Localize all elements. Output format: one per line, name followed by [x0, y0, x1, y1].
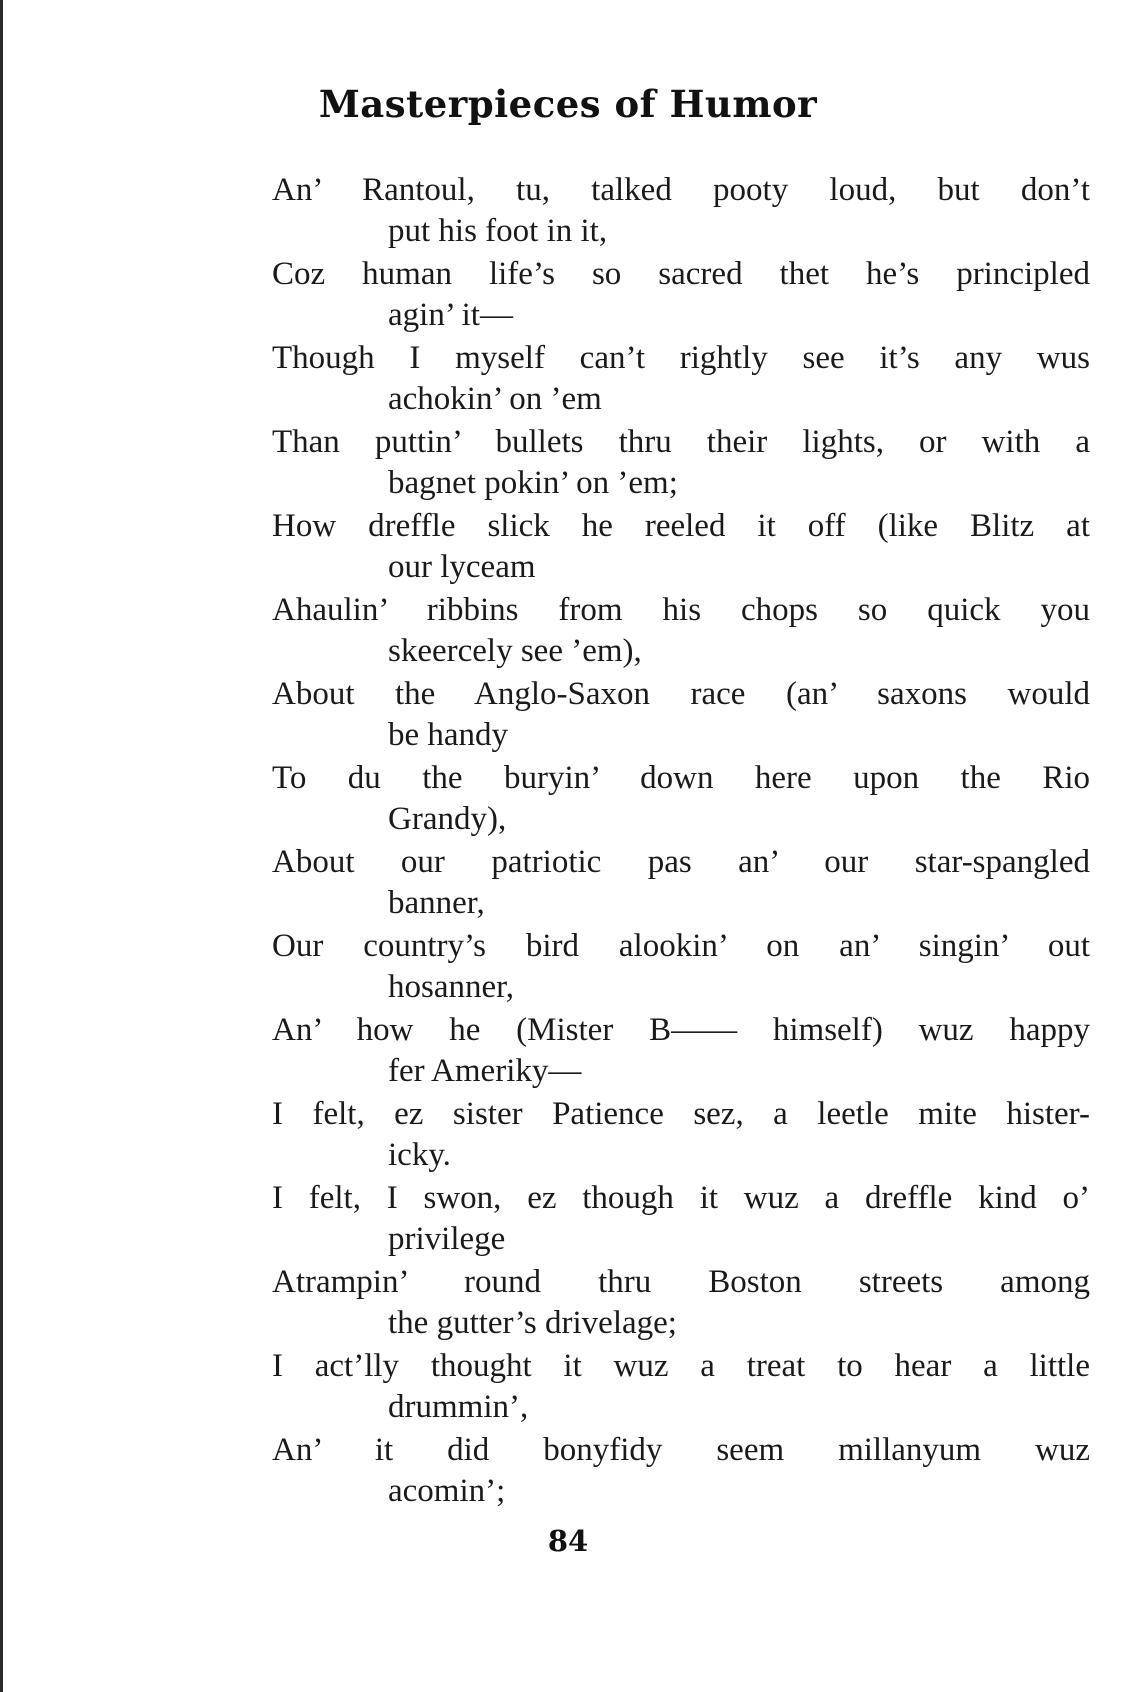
verse-line-continuation: hosanner, [388, 969, 515, 1005]
verse-line-continuation: our lyceam [388, 549, 536, 585]
verse-line-first: About our patriotic pas an’ our star-spangled [272, 844, 1090, 880]
poem-verse-line [272, 842, 1090, 924]
poem-verse-line [272, 758, 1090, 840]
poem-verse-line [272, 1430, 1090, 1512]
verse-line-first: Atrampin’ round thru Boston streets among [272, 1264, 1090, 1300]
poem-body [272, 170, 1090, 1514]
running-head: Masterpieces of Humor [318, 82, 818, 126]
poem-verse-line [272, 506, 1090, 588]
verse-line-continuation: privilege [388, 1221, 506, 1257]
poem-verse-line [272, 1178, 1090, 1260]
verse-line-first: Our country’s bird alookin’ on an’ singin’ out [272, 928, 1090, 964]
verse-line-first: I felt, I swon, ez though it wuz a dreffle kind o’ [272, 1180, 1090, 1216]
poem-verse-line [272, 254, 1090, 336]
verse-line-continuation: achokin’ on ’em [388, 381, 602, 417]
poem-verse-line [272, 590, 1090, 672]
poem-verse-line [272, 1262, 1090, 1344]
poem-verse-line [272, 338, 1090, 420]
verse-line-first: Coz human life’s so sacred thet he’s principled [272, 256, 1090, 292]
verse-line-first: Ahaulin’ ribbins from his chops so quick you [272, 592, 1090, 628]
verse-line-continuation: put his foot in it, [388, 213, 608, 249]
verse-line-first: I act’lly thought it wuz a treat to hear a little [272, 1348, 1090, 1384]
poem-verse-line [272, 1010, 1090, 1092]
poem-verse-line [272, 170, 1090, 252]
verse-line-continuation: be handy [388, 717, 509, 753]
verse-line-first: An’ Rantoul, tu, talked pooty loud, but don’t [272, 172, 1090, 208]
verse-line-first: How dreffle slick he reeled it off (like Blitz at [272, 508, 1090, 544]
verse-line-continuation: agin’ it— [388, 297, 513, 333]
verse-line-first: I felt, ez sister Patience sez, a leetle mite hister- [272, 1096, 1090, 1132]
verse-line-continuation: fer Ameriky— [388, 1053, 582, 1089]
verse-line-continuation: icky. [388, 1137, 451, 1173]
verse-line-first: Though I myself can’t rightly see it’s any wus [272, 340, 1090, 376]
verse-line-continuation: acomin’; [388, 1473, 506, 1509]
page-binding-edge [0, 0, 3, 1692]
verse-line-first: To du the buryin’ down here upon the Rio [272, 760, 1090, 796]
verse-line-continuation: skeercely see ’em), [388, 633, 642, 669]
verse-line-first: An’ how he (Mister B—— himself) wuz happy [272, 1012, 1090, 1048]
poem-verse-line [272, 1094, 1090, 1176]
poem-verse-line [272, 422, 1090, 504]
verse-line-continuation: drummin’, [388, 1389, 529, 1425]
poem-verse-line [272, 674, 1090, 756]
poem-verse-line [272, 926, 1090, 1008]
verse-line-first: About the Anglo-Saxon race (an’ saxons would [272, 676, 1090, 712]
verse-line-first: An’ it did bonyfidy seem millanyum wuz [272, 1432, 1090, 1468]
verse-line-continuation: Grandy), [388, 801, 507, 837]
page-number: 84 [547, 1524, 589, 1558]
verse-line-continuation: banner, [388, 885, 485, 921]
verse-line-continuation: bagnet pokin’ on ’em; [388, 465, 678, 501]
verse-line-continuation: the gutter’s drivelage; [388, 1305, 677, 1341]
verse-line-first: Than puttin’ bullets thru their lights, or with a [272, 424, 1090, 460]
poem-verse-line [272, 1346, 1090, 1428]
